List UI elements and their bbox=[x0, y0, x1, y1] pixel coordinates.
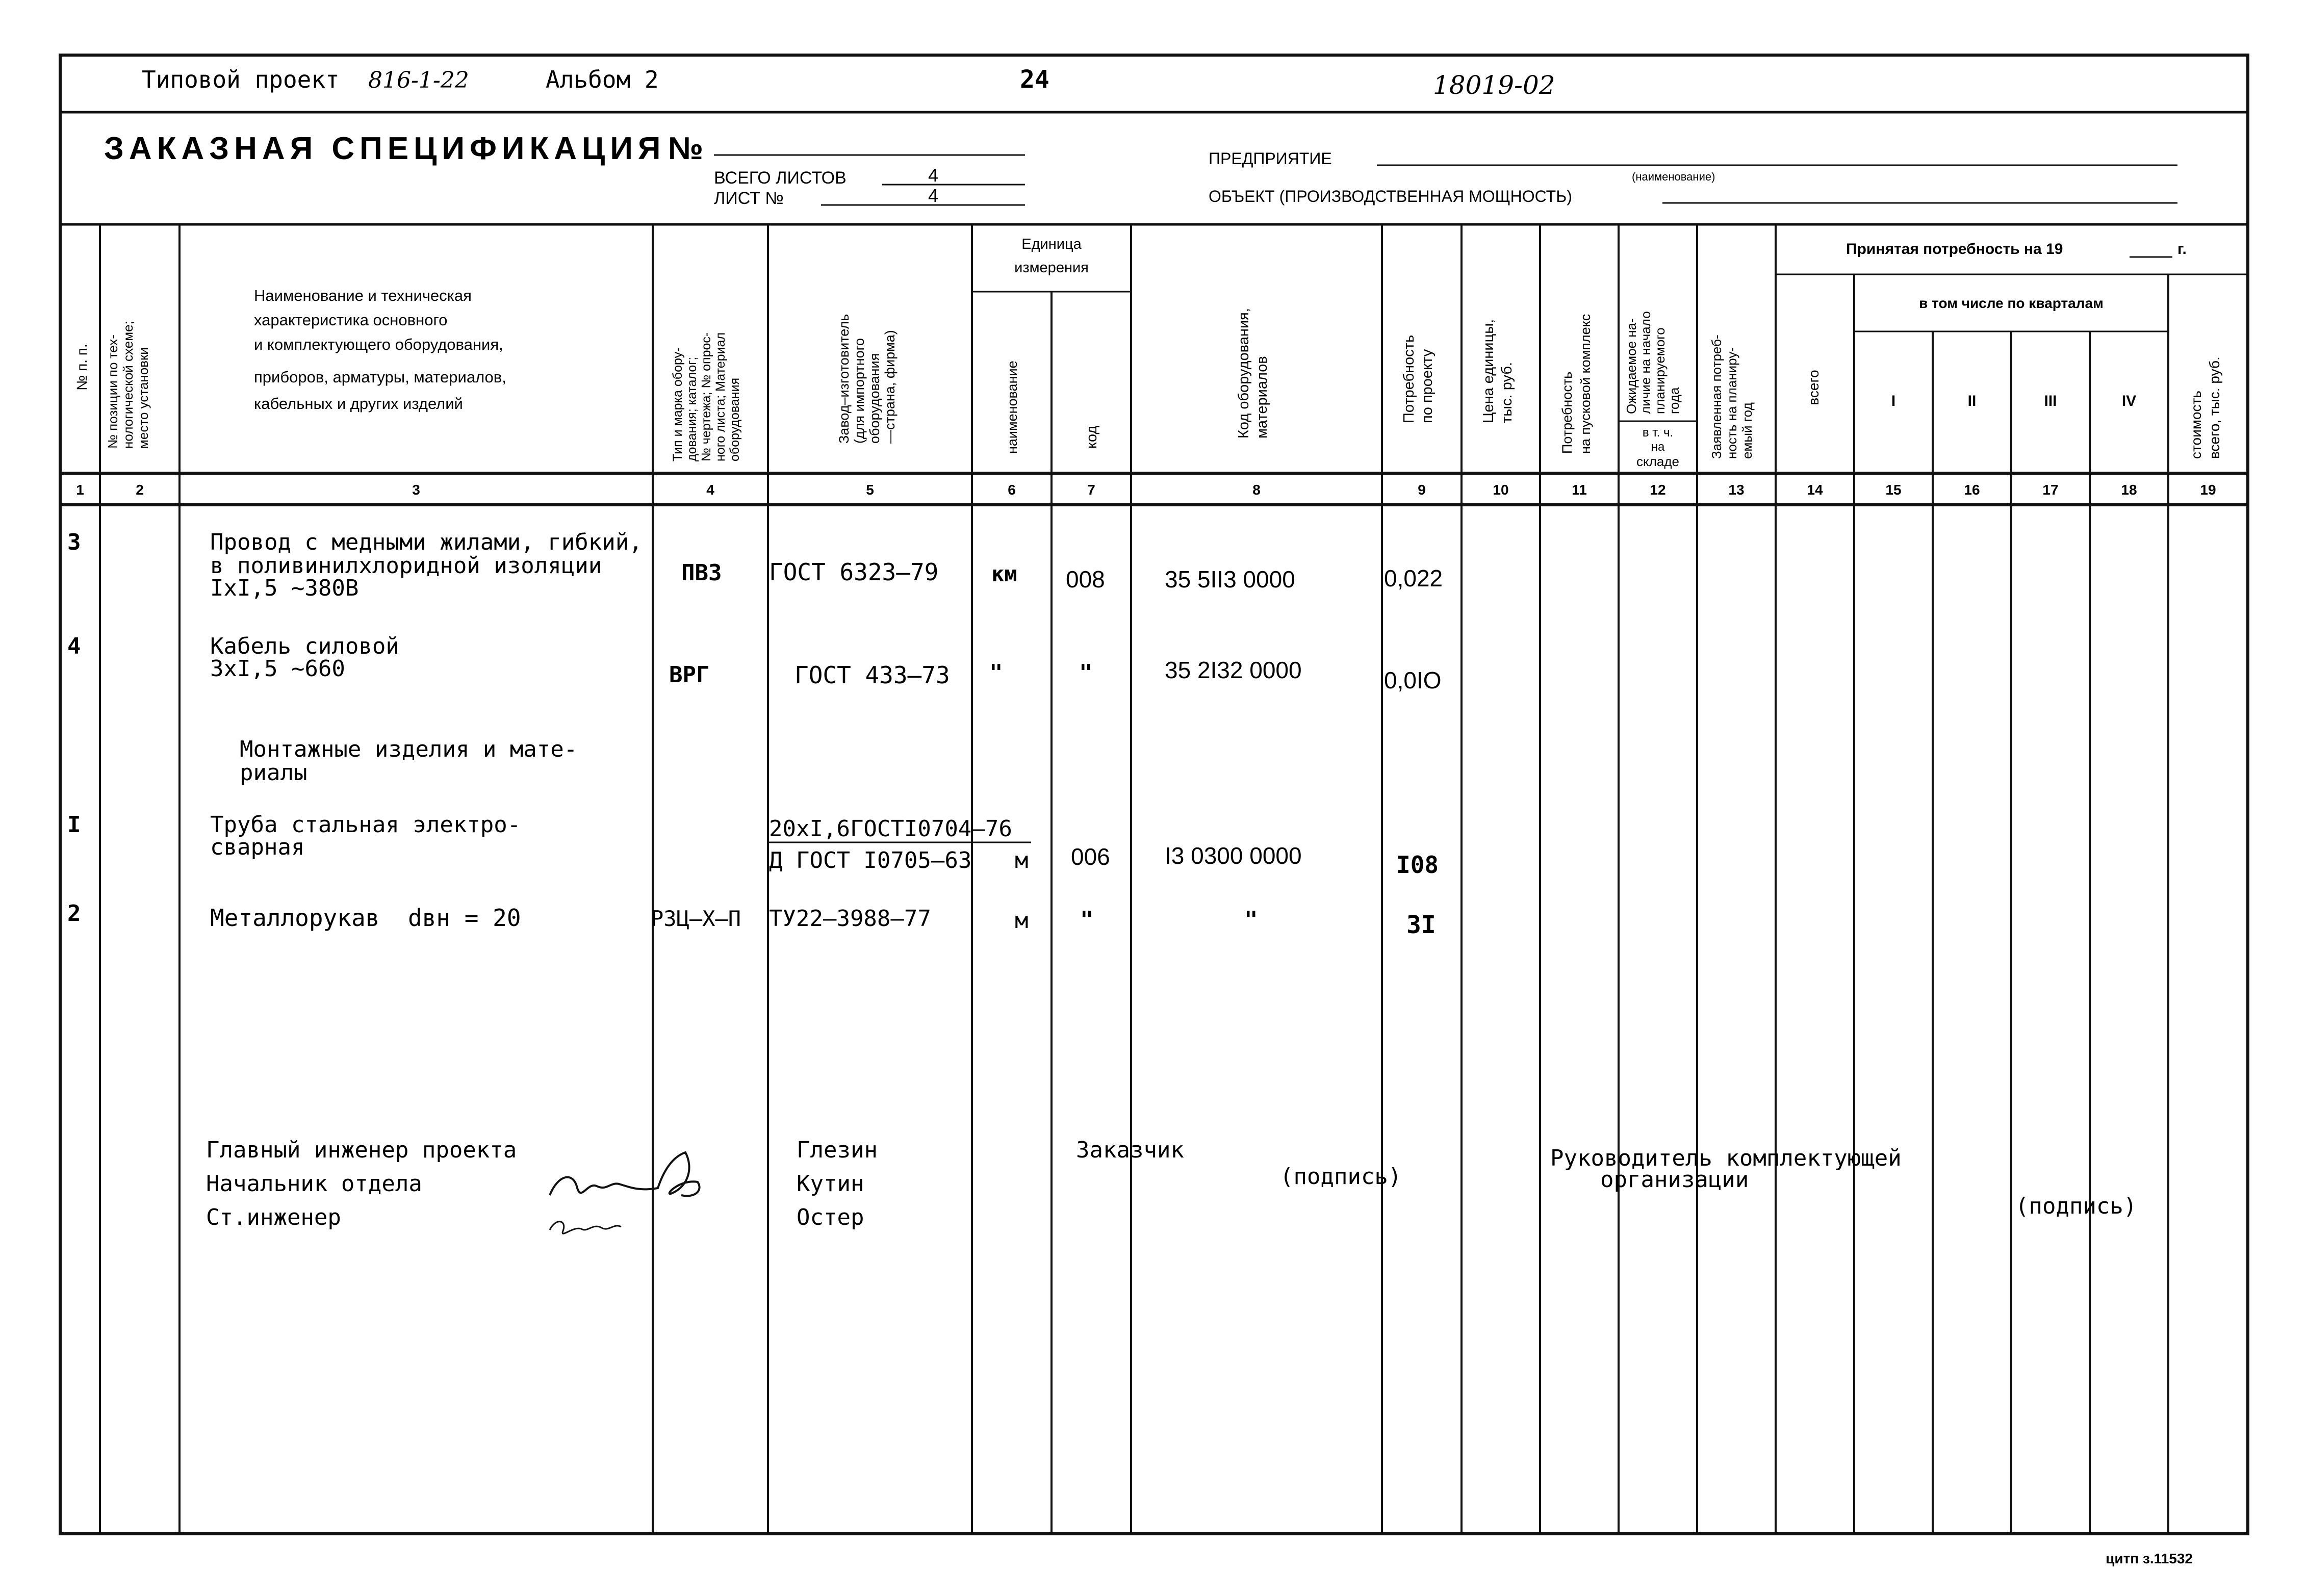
supplier-label: организации bbox=[1600, 1167, 1749, 1193]
col-code-header-2: материалов bbox=[1254, 356, 1270, 439]
total-sheets-label: ВСЕГО ЛИСТОВ bbox=[714, 168, 847, 188]
signatory-name: Кутин bbox=[797, 1171, 864, 1197]
project-number: 816-1-22 bbox=[368, 67, 469, 93]
col-declared-header-1: Заявленная потреб- bbox=[1709, 334, 1724, 459]
row-unit-code: 008 bbox=[1066, 566, 1105, 593]
row-name: в поливинилхлоридной изоляции bbox=[210, 553, 602, 579]
row-maker: 20xI,6ГОСТI0704–76 bbox=[769, 816, 1012, 842]
col-expected-header-2: личие на начало bbox=[1638, 311, 1653, 414]
document-title: ЗАКАЗНАЯ СПЕЦИФИКАЦИЯ bbox=[104, 131, 666, 166]
col-position-header-2: нологической схеме; bbox=[120, 321, 136, 449]
column-number: 14 bbox=[1807, 482, 1823, 498]
signatory-name: Глезин bbox=[797, 1137, 878, 1163]
col-code-header-1: Код оборудования, bbox=[1236, 308, 1252, 439]
accepted-need-suffix: г. bbox=[2177, 241, 2187, 258]
row-name: Провод с медными жилами, гибкий, bbox=[210, 529, 643, 555]
col-name-header-1: Наименование и техническая bbox=[254, 287, 472, 304]
album-label: Альбом 2 bbox=[546, 66, 659, 93]
col-need-header-2: по проекту bbox=[1419, 349, 1436, 423]
col-expected-header-1: Ожидаемое на- bbox=[1624, 318, 1639, 414]
row-need: I08 bbox=[1396, 851, 1439, 879]
col-q2-header: II bbox=[1967, 393, 1977, 409]
col-need-header-1: Потребность bbox=[1401, 334, 1417, 423]
col-expected-sub-2: на bbox=[1651, 440, 1665, 454]
handwritten-signature bbox=[550, 1152, 700, 1196]
row-maker: ТУ22–3988–77 bbox=[769, 906, 931, 932]
col-maker-header-4: —страна, фирма) bbox=[882, 330, 898, 444]
section-title: Монтажные изделия и мате- bbox=[240, 736, 578, 762]
col-maker-header-3: оборудования bbox=[867, 353, 882, 444]
col-q3-header: III bbox=[2044, 393, 2057, 409]
print-stamp: цитп з.11532 bbox=[2106, 1551, 2193, 1566]
column-number: 4 bbox=[706, 482, 714, 498]
spec-number-label: № bbox=[668, 131, 704, 166]
col-expected-sub-1: в т. ч. bbox=[1642, 426, 1674, 440]
col-price-header-2: тыс. руб. bbox=[1499, 362, 1515, 423]
col-price-header-1: Цена единицы, bbox=[1480, 319, 1497, 423]
row-name: Металлорукав bbox=[210, 904, 380, 932]
col-unit-group-header-1: Единица bbox=[1021, 236, 1082, 252]
col-name-header-5: кабельных и других изделий bbox=[254, 395, 463, 413]
row-name: Кабель силовой bbox=[210, 633, 399, 659]
table-body bbox=[67, 529, 1443, 939]
row-number: 3 bbox=[67, 529, 81, 555]
column-number: 15 bbox=[1885, 482, 1902, 498]
row-code: 35 2I32 0000 bbox=[1165, 657, 1302, 683]
col-q4-header: IV bbox=[2121, 393, 2137, 409]
table-row bbox=[67, 812, 1439, 879]
col-type-header-4: ного листа; Материал bbox=[713, 332, 728, 461]
column-number: 1 bbox=[76, 482, 84, 498]
col-cost-header-2: всего, тыс. руб. bbox=[2207, 356, 2222, 459]
col-name-header-3: и комплектующего оборудования, bbox=[254, 336, 503, 353]
col-q1-header: I bbox=[1891, 393, 1896, 409]
column-number: 5 bbox=[866, 482, 874, 498]
signatory-role: Начальник отдела bbox=[206, 1171, 422, 1197]
column-number: 12 bbox=[1650, 482, 1666, 498]
col-no-header: № п. п. bbox=[74, 344, 90, 391]
section-title: риалы bbox=[240, 760, 307, 786]
supplier-label: Руководитель комплектующей bbox=[1550, 1145, 1902, 1171]
column-number: 17 bbox=[2042, 482, 2059, 498]
row-number: 2 bbox=[67, 900, 81, 926]
total-sheets-value: 4 bbox=[928, 165, 939, 186]
handwritten-initials bbox=[550, 1222, 621, 1234]
document-header bbox=[142, 65, 1555, 100]
row-type: РЗЦ–Х–П bbox=[651, 906, 741, 931]
title-block bbox=[104, 131, 1715, 208]
signatory-role: Ст.инженер bbox=[206, 1204, 341, 1230]
row-type: ПВЗ bbox=[681, 560, 722, 586]
col-declared-header-3: емый год bbox=[1739, 402, 1755, 459]
sheet-label: ЛИСТ № bbox=[714, 189, 784, 208]
signature-caption: (подпись) bbox=[1280, 1164, 1402, 1190]
signatory-role: Главный инженер проекта bbox=[206, 1137, 517, 1163]
column-number: 10 bbox=[1493, 482, 1509, 498]
row-code: 35 5II3 0000 bbox=[1165, 566, 1295, 593]
col-expected-sub-3: складе bbox=[1636, 454, 1679, 469]
col-startup-header-2: на пусковой комплекс bbox=[1578, 314, 1593, 454]
row-maker: Д ГОСТ I0705–63 bbox=[769, 847, 972, 873]
row-unit-code: 006 bbox=[1071, 843, 1110, 870]
table-grid bbox=[60, 55, 2248, 1534]
row-code: I3 0300 0000 bbox=[1165, 842, 1302, 869]
row-unit: км bbox=[991, 561, 1017, 586]
column-number: 6 bbox=[1008, 482, 1016, 498]
column-number: 9 bbox=[1418, 482, 1426, 498]
column-number: 13 bbox=[1728, 482, 1745, 498]
col-cost-header-1: стоимость bbox=[2188, 391, 2204, 459]
row-number: I bbox=[67, 812, 81, 838]
row-unit-code: " bbox=[1080, 907, 1094, 933]
col-startup-header-1: Потребность bbox=[1559, 371, 1575, 454]
row-code: " bbox=[1244, 907, 1258, 933]
column-number: 11 bbox=[1572, 482, 1587, 498]
signatory-name: Остер bbox=[797, 1204, 864, 1230]
col-type-header-5: оборудования bbox=[728, 377, 742, 461]
col-maker-header-1: Завод–изготовитель bbox=[836, 314, 852, 444]
signature-caption: (подпись) bbox=[2015, 1193, 2137, 1219]
row-maker: ГОСТ 433–73 bbox=[794, 661, 950, 689]
row-name: dвн = 20 bbox=[408, 904, 521, 932]
column-number: 19 bbox=[2200, 482, 2216, 498]
col-position-header-1: № позиции по тех- bbox=[105, 334, 120, 449]
col-type-header-1: Тип и марка обору- bbox=[671, 347, 685, 461]
column-number: 7 bbox=[1087, 482, 1095, 498]
row-name: Труба стальная электро- bbox=[210, 812, 521, 838]
table-row bbox=[67, 529, 1443, 601]
table-row bbox=[67, 900, 1436, 939]
col-unit-code-header: код bbox=[1084, 425, 1100, 449]
column-number: 2 bbox=[136, 482, 144, 498]
column-number: 3 bbox=[412, 482, 420, 498]
col-expected-header-3: планируемого bbox=[1652, 327, 1668, 414]
name-caption: (наименование) bbox=[1632, 170, 1715, 183]
row-unit: " bbox=[989, 660, 1003, 686]
col-total-header: всего bbox=[1806, 370, 1822, 405]
project-label: Типовой проект bbox=[142, 66, 340, 93]
row-need: 3I bbox=[1406, 911, 1436, 939]
document-code: 18019-02 bbox=[1433, 70, 1555, 100]
row-need: 0,0IO bbox=[1384, 667, 1442, 693]
column-headers bbox=[74, 236, 2222, 469]
row-unit: м bbox=[1015, 847, 1029, 873]
col-unit-name-header: наименование bbox=[1005, 361, 1020, 454]
customer-label: Заказчик bbox=[1076, 1137, 1184, 1163]
row-name: 3xI,5 ~660 bbox=[210, 656, 345, 682]
col-unit-group-header-2: измерения bbox=[1014, 260, 1089, 276]
row-unit-code: " bbox=[1079, 660, 1093, 686]
column-number: 18 bbox=[2121, 482, 2137, 498]
signature-block bbox=[206, 1137, 2137, 1233]
row-maker: ГОСТ 6323–79 bbox=[769, 558, 939, 586]
page-number: 24 bbox=[1020, 65, 1049, 94]
table-row bbox=[67, 633, 1442, 693]
col-declared-header-2: ность на планиру- bbox=[1724, 347, 1739, 459]
col-type-header-3: № чертежа; № опрос- bbox=[699, 332, 713, 461]
section-heading bbox=[240, 736, 577, 786]
col-expected-header-4: года bbox=[1667, 387, 1682, 414]
row-unit: м bbox=[1015, 908, 1029, 934]
col-position-header-3: место установки bbox=[136, 347, 151, 449]
col-type-header-2: дования; каталог; bbox=[685, 356, 699, 461]
row-number: 4 bbox=[67, 633, 81, 659]
column-number: 16 bbox=[1964, 482, 1980, 498]
enterprise-label: ПРЕДПРИЯТИЕ bbox=[1209, 149, 1332, 168]
quarters-label: в том числе по кварталам bbox=[1919, 295, 2104, 311]
row-name: сварная bbox=[210, 834, 305, 860]
col-maker-header-2: (для импортного bbox=[852, 338, 867, 444]
accepted-need-label: Принятая потребность на 19 bbox=[1846, 241, 2063, 258]
object-label: ОБЪЕКТ (ПРОИЗВОДСТВЕННАЯ МОЩНОСТЬ) bbox=[1209, 187, 1572, 205]
col-name-header-2: характеристика основного bbox=[254, 311, 448, 329]
col-name-header-4: приборов, арматуры, материалов, bbox=[254, 368, 506, 386]
row-name: IxI,5 ~380В bbox=[210, 575, 359, 601]
row-need: 0,022 bbox=[1384, 565, 1443, 591]
column-number: 8 bbox=[1252, 482, 1261, 498]
column-number-row bbox=[76, 482, 2216, 498]
row-type: ВРГ bbox=[669, 662, 710, 688]
sheet-value: 4 bbox=[928, 185, 939, 206]
